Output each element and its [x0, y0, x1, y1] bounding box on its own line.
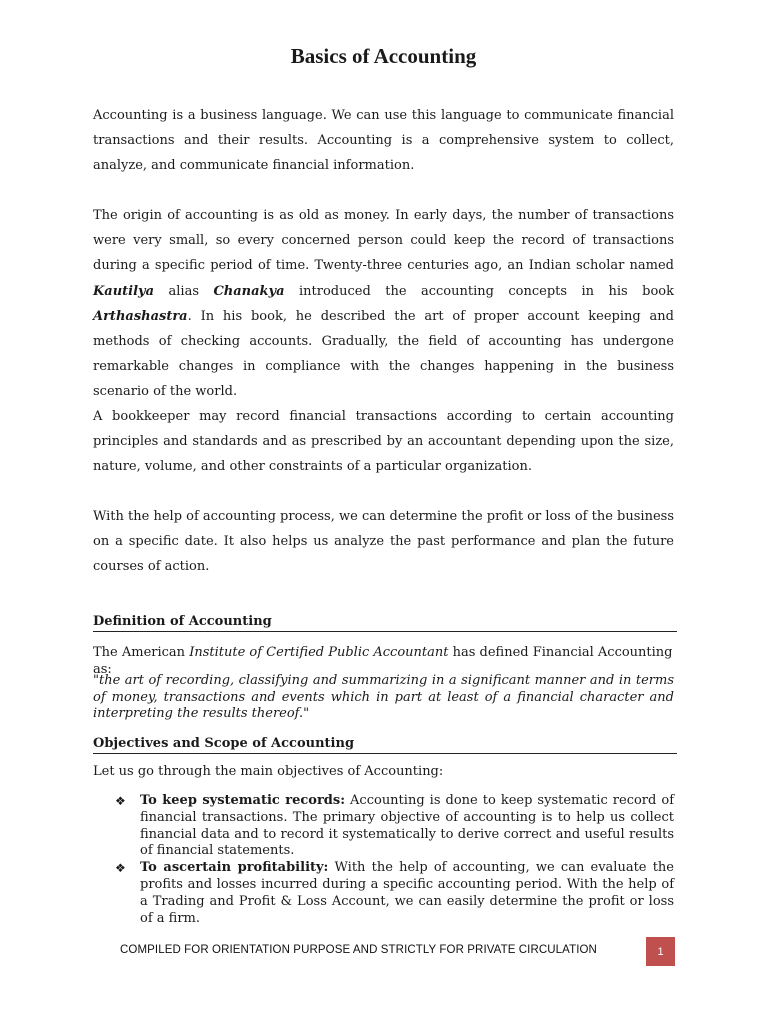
- diamond-bullet-icon: ❖: [115, 794, 126, 808]
- definition-heading: Definition of Accounting: [93, 614, 677, 632]
- definition-quote: "the art of recording, classifying and summarizing in a significant manner and in terms of money, transactions and events which in part at least of a financial character and interpreting the results thereof.": [93, 673, 674, 721]
- kautilya-name: Kautilya: [93, 283, 155, 299]
- origin-text-c: introduced the accounting concepts in his book: [284, 283, 675, 299]
- footer-text: COMPILED FOR ORIENTATION PURPOSE AND STRICTLY FOR PRIVATE CIRCULATION: [120, 944, 597, 956]
- origin-text-a: The origin of accounting is as old as money. In early days, the number of transactions were very small, so every concerned person could keep the record of transactions during a specific period of time. Twenty-three centuries ago, an Indian scholar named: [93, 208, 674, 274]
- list-item-lead: To ascertain profitability:: [140, 860, 329, 876]
- page-number-badge: 1: [646, 937, 675, 966]
- diamond-bullet-icon: ❖: [115, 861, 126, 876]
- origin-text-b: alias: [154, 283, 214, 299]
- page-title: Basics of Accounting: [290, 44, 477, 68]
- list-item: [115, 793, 674, 860]
- definition-intro-b: has defined Financial Accounting as:: [93, 645, 673, 677]
- process-paragraph: With the help of accounting process, we can determine the profit or loss of the business on a specific date. It also helps us analyze the past performance and plan the future courses of action.: [93, 509, 674, 575]
- list-item-text: With the help of accounting, we can evaluate the profits and losses incurred during a specific accounting period. With the help of a Trading and Profit & Loss Account, we can easily determine the profit or loss of a firm.: [140, 860, 674, 926]
- origin-paragraph: [93, 203, 674, 405]
- objectives-list: [115, 793, 674, 927]
- bookkeeper-paragraph: A bookkeeper may record financial transactions according to certain accounting principles and standards and as prescribed by an accountant depending upon the size, nature, volume, and other constraints of a particular organization.: [93, 409, 674, 475]
- origin-text-d: . In his book, he described the art of proper account keeping and methods of checking accounts. Gradually, the field of accounting has undergone remarkable changes in compliance with the changes happening in the business scenario of the world.: [93, 308, 674, 400]
- list-item-text: Accounting is done to keep systematic record of financial transactions. The primary objective of accounting is to help us collect financial data and to record it systematically to derive correct and useful results of financial statements.: [140, 793, 674, 859]
- chanakya-name: Chanakya: [213, 283, 285, 299]
- arthashastra-name: Arthashastra: [93, 308, 188, 324]
- definition-intro-a: The American: [93, 645, 190, 660]
- objectives-intro: Let us go through the main objectives of Accounting:: [93, 764, 444, 779]
- list-item: [115, 860, 674, 927]
- objectives-heading: Objectives and Scope of Accounting: [93, 736, 677, 754]
- list-item-lead: To keep systematic records:: [140, 793, 346, 808]
- intro-paragraph: Accounting is a business language. We can use this language to communicate financial transactions and their results. Accounting is a comprehensive system to collect, analyze, and communicate financial information.: [93, 108, 674, 174]
- institute-name: Institute of Certified Public Accountant: [189, 645, 449, 660]
